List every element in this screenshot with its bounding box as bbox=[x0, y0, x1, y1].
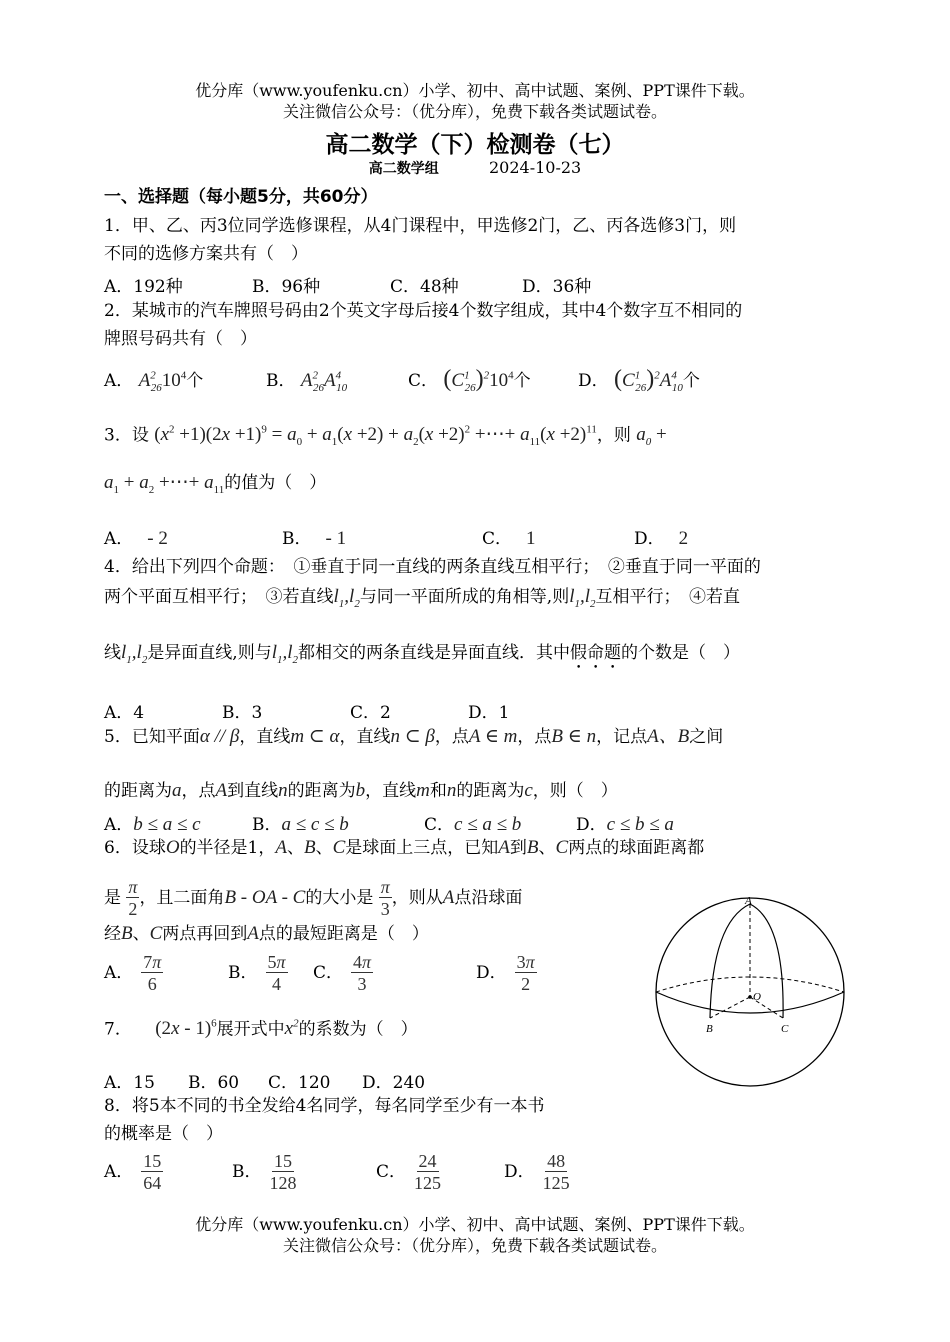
q6-pi-over-3: $\frac{\pi}{3}$ bbox=[380, 877, 390, 919]
q2-option-a-label: A． bbox=[104, 371, 134, 391]
q5-t2-6: 的距离为 bbox=[456, 781, 525, 801]
q6-B: B bbox=[304, 837, 316, 858]
q2-option-a bbox=[104, 366, 203, 394]
q5-var-b: b bbox=[355, 780, 366, 801]
q5-option-b bbox=[252, 810, 349, 836]
q2-option-d-formula: $(C^1_{26})^2A^4_{10}$ bbox=[614, 366, 683, 394]
q8-option-a-frac bbox=[141, 1151, 163, 1194]
radius-ob bbox=[710, 997, 750, 1018]
q6-option-c-frac: $\frac{4\pi}{3}$ bbox=[353, 952, 372, 994]
q5-t2-3: 的距离为 bbox=[287, 781, 356, 801]
q5-t1-2: ，直线 bbox=[339, 727, 391, 747]
center-point bbox=[748, 995, 752, 999]
q4-t3c: 都相交的两条直线是异面直线．其中 bbox=[298, 643, 571, 663]
q6-option-d-frac: $\frac{3\pi}{2}$ bbox=[516, 952, 535, 994]
q5-t1-0: 5．已知平面 bbox=[104, 727, 200, 747]
q8-option-c-label: C． bbox=[376, 1162, 407, 1182]
q2-option-d-label: D． bbox=[578, 371, 609, 391]
q2-option-c-formula: $(C^1_{26})^210^4$ bbox=[443, 366, 514, 394]
q6-B3: B bbox=[121, 923, 133, 944]
q3-option-c-label: C． bbox=[482, 529, 513, 549]
q5-t2-4: ，直线 bbox=[365, 781, 417, 801]
q5-var-n: n bbox=[278, 780, 288, 801]
q6-option-b bbox=[228, 952, 288, 995]
q6-C: C bbox=[332, 837, 346, 858]
q5-var-c: c bbox=[524, 780, 533, 801]
header-line-2: 关注微信公众号：（优分库），免费下载各类试题试卷。 bbox=[282, 102, 667, 121]
q6-option-d-label: D． bbox=[476, 963, 507, 983]
sphere-figure bbox=[650, 892, 850, 1092]
q4-t3e: 的个数是（ ） bbox=[621, 643, 741, 663]
q5-option-d-formula: c ≤ b ≤ a bbox=[606, 814, 674, 835]
q6-t2-1: ，且二面角 bbox=[139, 888, 225, 908]
q2-unit-a: 个 bbox=[186, 371, 204, 391]
group-name: 高二数学组 bbox=[368, 161, 439, 177]
q7-option-d: D．240 bbox=[362, 1073, 426, 1093]
q3-tail: 的值为（ ） bbox=[224, 473, 327, 493]
q8-option-d-frac bbox=[543, 1151, 570, 1194]
q5-b-in-n: B ∈ n bbox=[551, 726, 597, 747]
q3-line-2 bbox=[104, 473, 326, 500]
q3-option-d-value: 2 bbox=[678, 528, 689, 549]
q5-m-in-alpha: m ⊂ α bbox=[290, 726, 340, 747]
q5-var-m: m bbox=[416, 780, 430, 801]
q6-A2: A bbox=[498, 837, 510, 858]
q6-t1-5: 到 bbox=[509, 838, 527, 858]
q8-option-a-label: A． bbox=[104, 1162, 134, 1182]
q5-a-in-m: A ∈ m bbox=[468, 726, 518, 747]
q2-option-b-label: B． bbox=[266, 371, 296, 391]
q6-B2: B bbox=[526, 837, 539, 858]
q6-option-a-frac: $\frac{7\pi}{6}$ bbox=[143, 952, 162, 994]
q6-t2-0: 是 bbox=[104, 888, 121, 908]
page-title: 高二数学（下）检测卷（七） bbox=[325, 132, 625, 158]
q6-t3-0: 经 bbox=[104, 924, 121, 944]
q7-option-c: C．120 bbox=[268, 1073, 331, 1093]
q2-option-b-formula: $A^2_{26}A^4_{10}$ bbox=[300, 369, 348, 394]
q6-t3-2: 两点再回到 bbox=[162, 924, 248, 944]
footer-line-2: 关注微信公众号：（优分库），免费下载各类试题试卷。 bbox=[282, 1236, 667, 1255]
q8-option-c-num: 24 bbox=[418, 1151, 437, 1171]
q3-option-c bbox=[482, 524, 536, 550]
q5-option-c-formula: c ≤ a ≤ b bbox=[454, 814, 522, 835]
q8-option-a-den: 64 bbox=[143, 1173, 162, 1193]
q5-t1-4: ，点 bbox=[517, 727, 552, 747]
q5-var-n2: n bbox=[446, 780, 457, 801]
q5-points: A、B bbox=[647, 726, 690, 747]
q5-t2-7: ，则（ ） bbox=[532, 781, 618, 801]
q8-option-b-label: B． bbox=[232, 1162, 262, 1182]
q4-lines-4: $l_1,l_2$ bbox=[271, 642, 299, 666]
q5-option-a-label: A． bbox=[104, 815, 134, 835]
q6-option-d bbox=[476, 952, 537, 995]
q3-line-1 bbox=[104, 420, 667, 452]
q4-option-b: B．3 bbox=[222, 703, 263, 723]
q6-t1-7: 两点的球面距离都 bbox=[568, 838, 705, 858]
q6-t1-6: 、 bbox=[538, 838, 556, 858]
q7-option-a: A．15 bbox=[104, 1073, 155, 1093]
q2-option-c bbox=[408, 366, 531, 394]
q5-option-c-label: C． bbox=[424, 815, 455, 835]
q8-option-c-den: 125 bbox=[414, 1173, 442, 1193]
q3-prefix: 3．设 bbox=[104, 425, 149, 446]
q6-A: A bbox=[275, 837, 287, 858]
q3-option-c-value: 1 bbox=[526, 528, 536, 549]
q4-t2c: 互相平行； ④若直 bbox=[595, 587, 741, 607]
q5-t1-1: ，直线 bbox=[239, 727, 291, 747]
q8-option-a-num: 15 bbox=[143, 1151, 162, 1171]
q8-line-1: 8．将5本不同的书全发给4名同学，每名同学至少有一本书 bbox=[104, 1096, 545, 1116]
q5-var-a: a bbox=[172, 780, 182, 801]
q6-t1-3: 、 bbox=[315, 838, 333, 858]
q6-option-a-label: A． bbox=[104, 963, 134, 983]
q3-equation: $(x^2 +1)(2x +1)^9 = a_0 + a_1(x +2) + a_2(x +2)^2$ +⋯+ $a_{11}(x +2)^{11}$ bbox=[154, 424, 597, 449]
q5-t2-0: 的距离为 bbox=[104, 781, 172, 801]
label-o: O bbox=[753, 991, 761, 1003]
q6-t2-3: ，则从 bbox=[391, 888, 443, 908]
q6-line-2 bbox=[104, 876, 522, 920]
q8-option-b-frac bbox=[270, 1151, 297, 1194]
q6-pi-over-2: $\frac{\pi}{2}$ bbox=[128, 877, 138, 919]
q3-option-b-label: B． bbox=[282, 529, 312, 549]
q7-prefix: 7． bbox=[104, 1019, 132, 1040]
q4-t2b: 与同一平面所成的角相等,则 bbox=[359, 587, 570, 607]
q8-option-d-num: 48 bbox=[547, 1151, 566, 1171]
section-heading: 一、选择题（每小题5分，共60分） bbox=[104, 187, 378, 207]
q8-option-c-frac bbox=[414, 1151, 441, 1194]
q7-x-squared: $x^2$ bbox=[284, 1018, 299, 1040]
q3-suffix: ，则 bbox=[596, 425, 631, 446]
q5-t2-1: ，点 bbox=[181, 781, 216, 801]
q2-option-d bbox=[578, 366, 700, 394]
q3-a0-plus: $a_0$ + bbox=[636, 424, 667, 449]
q8-option-d bbox=[504, 1151, 570, 1194]
q4-emphasis: 假命题 bbox=[570, 643, 622, 663]
q5-t1-3: ，点 bbox=[434, 727, 469, 747]
q6-t2-4: 点沿球面 bbox=[454, 888, 523, 908]
q5-t1-6: 之间 bbox=[689, 727, 724, 747]
exam-date: 2024-10-23 bbox=[488, 158, 582, 177]
q4-t3b: 是异面直线,则与 bbox=[147, 643, 272, 663]
q8-option-a bbox=[104, 1151, 163, 1194]
q4-line-2 bbox=[104, 587, 740, 614]
q5-line-2 bbox=[104, 781, 618, 801]
q3-option-b bbox=[282, 524, 346, 550]
q6-C2: C bbox=[555, 837, 569, 858]
q2-line-2: 牌照号码共有（ ） bbox=[104, 329, 257, 349]
q4-line-3 bbox=[104, 643, 740, 673]
q5-option-c bbox=[424, 810, 521, 836]
q4-t2a: 两个平面互相平行； ③若直线 bbox=[104, 587, 334, 607]
q1-option-b: B．96种 bbox=[252, 277, 321, 297]
q5-option-d bbox=[576, 810, 674, 836]
q3-sum: $a_1 + a_2$ +⋯+ $a_{11}$ bbox=[104, 472, 225, 496]
q6-t3-1: 、 bbox=[132, 924, 150, 944]
q8-option-b-den: 128 bbox=[269, 1173, 297, 1193]
label-b: B bbox=[706, 1023, 713, 1035]
q1-line-2: 不同的选修方案共有（ ） bbox=[104, 244, 308, 264]
q6-t1-4: 是球面上三点，已知 bbox=[345, 838, 499, 858]
q5-option-b-formula: a ≤ c ≤ b bbox=[281, 814, 349, 835]
label-a: A bbox=[745, 895, 752, 907]
q6-option-c-label: C． bbox=[313, 963, 344, 983]
q4-line-1: 4．给出下列四个命题： ①垂直于同一直线的两条直线互相平行； ②垂直于同一平面的 bbox=[104, 557, 761, 577]
q5-option-a bbox=[104, 810, 201, 836]
q7-mid: 展开式中 bbox=[216, 1019, 285, 1040]
q2-option-b bbox=[266, 366, 347, 394]
q8-option-d-den: 125 bbox=[542, 1173, 570, 1193]
q4-option-a: A．4 bbox=[104, 703, 145, 723]
q7-binomial: (2x - 1)$^6$ bbox=[155, 1018, 217, 1040]
q5-t2-2: 到直线 bbox=[227, 781, 279, 801]
q6-option-b-frac: $\frac{5\pi}{4}$ bbox=[267, 952, 286, 994]
q5-var-A: A bbox=[215, 780, 228, 801]
q8-option-b bbox=[232, 1151, 297, 1194]
q1-line-1: 1．甲、乙、丙3位同学选修课程，从4门课程中，甲选修2门，乙、丙各选修3门，则 bbox=[104, 216, 737, 236]
q6-t3-3: 点的最短距离是（ ） bbox=[258, 924, 429, 944]
q4-option-c: C．2 bbox=[350, 703, 391, 723]
q6-option-b-label: B． bbox=[228, 963, 258, 983]
q5-option-d-label: D． bbox=[576, 815, 607, 835]
q3-option-a-value: - 2 bbox=[147, 528, 168, 549]
q6-C3: C bbox=[149, 923, 163, 944]
q6-t1-2: 、 bbox=[287, 838, 304, 858]
q6-dihedral: B - OA - C bbox=[224, 887, 306, 908]
q5-parallel: α // β bbox=[199, 726, 240, 747]
q3-option-a bbox=[104, 524, 168, 550]
q8-option-b-num: 15 bbox=[274, 1151, 292, 1171]
q6-A3: A bbox=[442, 887, 455, 908]
q6-option-a bbox=[104, 952, 163, 995]
q6-t2-2: 的大小是 bbox=[305, 888, 374, 908]
footer-line-1: 优分库（www.youfenku.cn）小学、初中、高中试题、案例、PPT课件下载。 bbox=[195, 1215, 755, 1234]
q6-A4: A bbox=[247, 923, 259, 944]
q3-option-a-label: A． bbox=[104, 529, 134, 549]
q5-t1-5: ，记点 bbox=[596, 727, 648, 747]
q5-option-b-label: B． bbox=[252, 815, 282, 835]
q7-line-1 bbox=[104, 1014, 418, 1039]
q5-option-a-formula: b ≤ a ≤ c bbox=[133, 814, 201, 835]
q1-option-d: D．36种 bbox=[522, 277, 592, 297]
q8-option-c bbox=[376, 1151, 441, 1194]
q4-lines-2: $l_1,l_2$ bbox=[569, 586, 596, 610]
q3-option-d-label: D． bbox=[634, 529, 665, 549]
q6-t1-1: 的半径是1， bbox=[179, 838, 276, 858]
q3-option-b-value: - 1 bbox=[325, 528, 347, 549]
label-c: C bbox=[781, 1023, 789, 1035]
q5-t2-5: 和 bbox=[429, 781, 447, 801]
q2-line-1: 2．某城市的汽车牌照号码由2个英文字母后接4个数字组成，其中4个数字互不相同的 bbox=[104, 301, 743, 321]
subtitle bbox=[0, 158, 950, 178]
q1-option-a: A．192种 bbox=[104, 277, 183, 297]
q5-line-1 bbox=[104, 727, 723, 747]
q6-O: O bbox=[165, 837, 180, 858]
q7-option-b: B．60 bbox=[188, 1073, 240, 1093]
q4-option-d: D．1 bbox=[468, 703, 510, 723]
q2-option-a-formula: $A^2_{26}10^4$ bbox=[138, 369, 187, 394]
q1-option-c: C．48种 bbox=[390, 277, 459, 297]
q2-option-c-label: C． bbox=[408, 371, 439, 391]
q4-t3a: 线 bbox=[104, 643, 121, 663]
q6-t1-0: 6．设球 bbox=[104, 838, 166, 858]
q8-option-d-label: D． bbox=[504, 1162, 535, 1182]
header-line-1: 优分库（www.youfenku.cn）小学、初中、高中试题、案例、PPT课件下载。 bbox=[195, 81, 755, 100]
q8-line-2: 的概率是（ ） bbox=[104, 1124, 223, 1144]
q7-suffix: 的系数为（ ） bbox=[298, 1019, 418, 1040]
q4-lines-3: $l_1,l_2$ bbox=[121, 642, 148, 666]
q2-unit-c: 个 bbox=[513, 371, 531, 391]
q6-line-3 bbox=[104, 924, 429, 944]
arc-ab bbox=[710, 904, 750, 1018]
q3-option-d bbox=[634, 524, 688, 550]
q5-n-in-beta: n ⊂ β bbox=[390, 726, 435, 747]
q6-line-1 bbox=[104, 838, 704, 858]
q6-option-c bbox=[313, 952, 373, 995]
q4-lines-1: $l_1,l_2$ bbox=[333, 586, 360, 610]
q2-unit-d: 个 bbox=[682, 371, 700, 391]
